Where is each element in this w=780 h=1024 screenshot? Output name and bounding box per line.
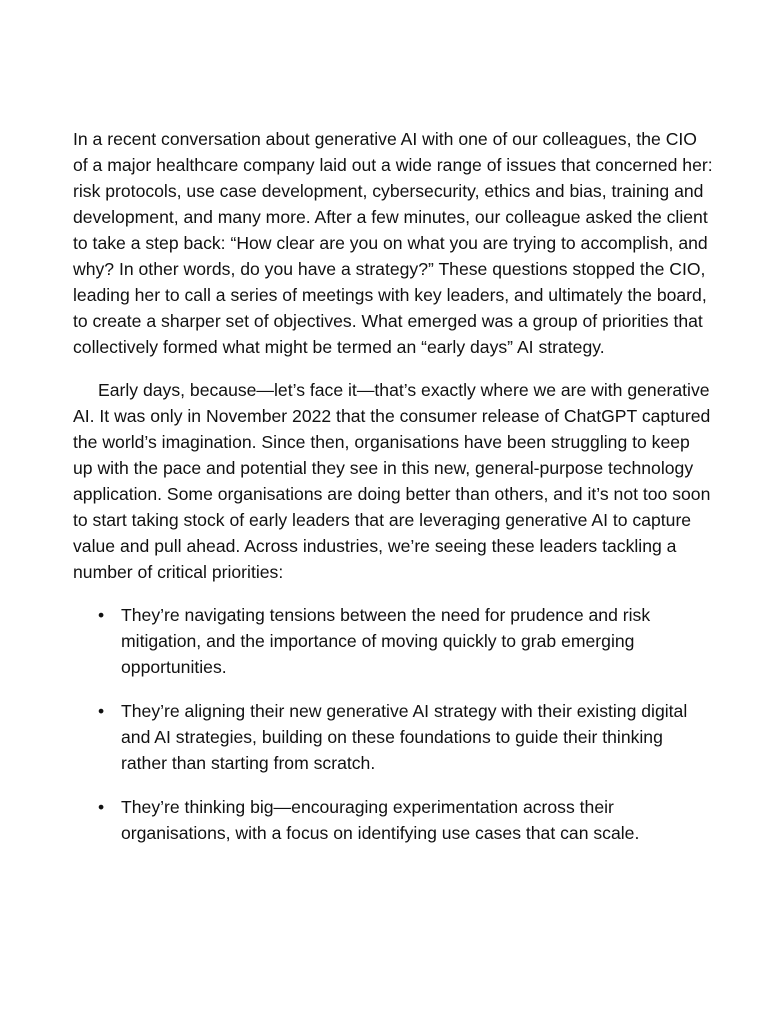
paragraph-intro: In a recent conversation about generative AI with one of our colleagues, the CIO of a major healthcare company laid out a wide range of issues that concerned her: risk protocols, use case development, cybersecurity, ethics and bias, training and development, and many more. After a few minutes, our colleague asked the client to take a step back: “How clear are you on what you are trying to accomplish, and why? In other words, do you have a strategy?” These questions stopped the CIO, leading her to call a series of meetings with key leaders, and ultimately the board, to create a sharper set of objectives. What emerged was a group of priorities that collectively formed what might be termed an “early days” AI strategy. <box>73 129 713 357</box>
list-item-text: They’re aligning their new generative AI strategy with their existing digital and AI strategies, building on these foundations to guide their thinking rather than starting from scratch. <box>121 701 688 773</box>
list-item <box>73 602 713 680</box>
list-item-text: They’re navigating tensions between the need for prudence and risk mitigation, and the importance of moving quickly to grab emerging opportunities. <box>121 605 651 677</box>
list-item <box>73 794 713 846</box>
bullet-icon: • <box>98 701 105 721</box>
bullet-icon: • <box>98 797 105 817</box>
list-item <box>73 698 713 776</box>
paragraph-early-days: Early days, because—let’s face it—that’s exactly where we are with generative AI. It was only in November 2022 that the consumer release of ChatGPT captured the world’s imagination. Since then, organisations have been struggling to keep up with the pace and potential they see in this new, general-purpose technology application. Some organisations are doing better than others, and it’s not too soon to start taking stock of early leaders that are leveraging generative AI to capture value and pull ahead. Across industries, we’re seeing these leaders tackling a number of critical priorities: <box>73 380 711 582</box>
priorities-list <box>73 602 713 846</box>
bullet-icon: • <box>98 605 105 625</box>
document-page <box>73 126 713 864</box>
list-item-text: They’re thinking big—encouraging experimentation across their organisations, with a focus on identifying use cases that can scale. <box>121 797 640 843</box>
